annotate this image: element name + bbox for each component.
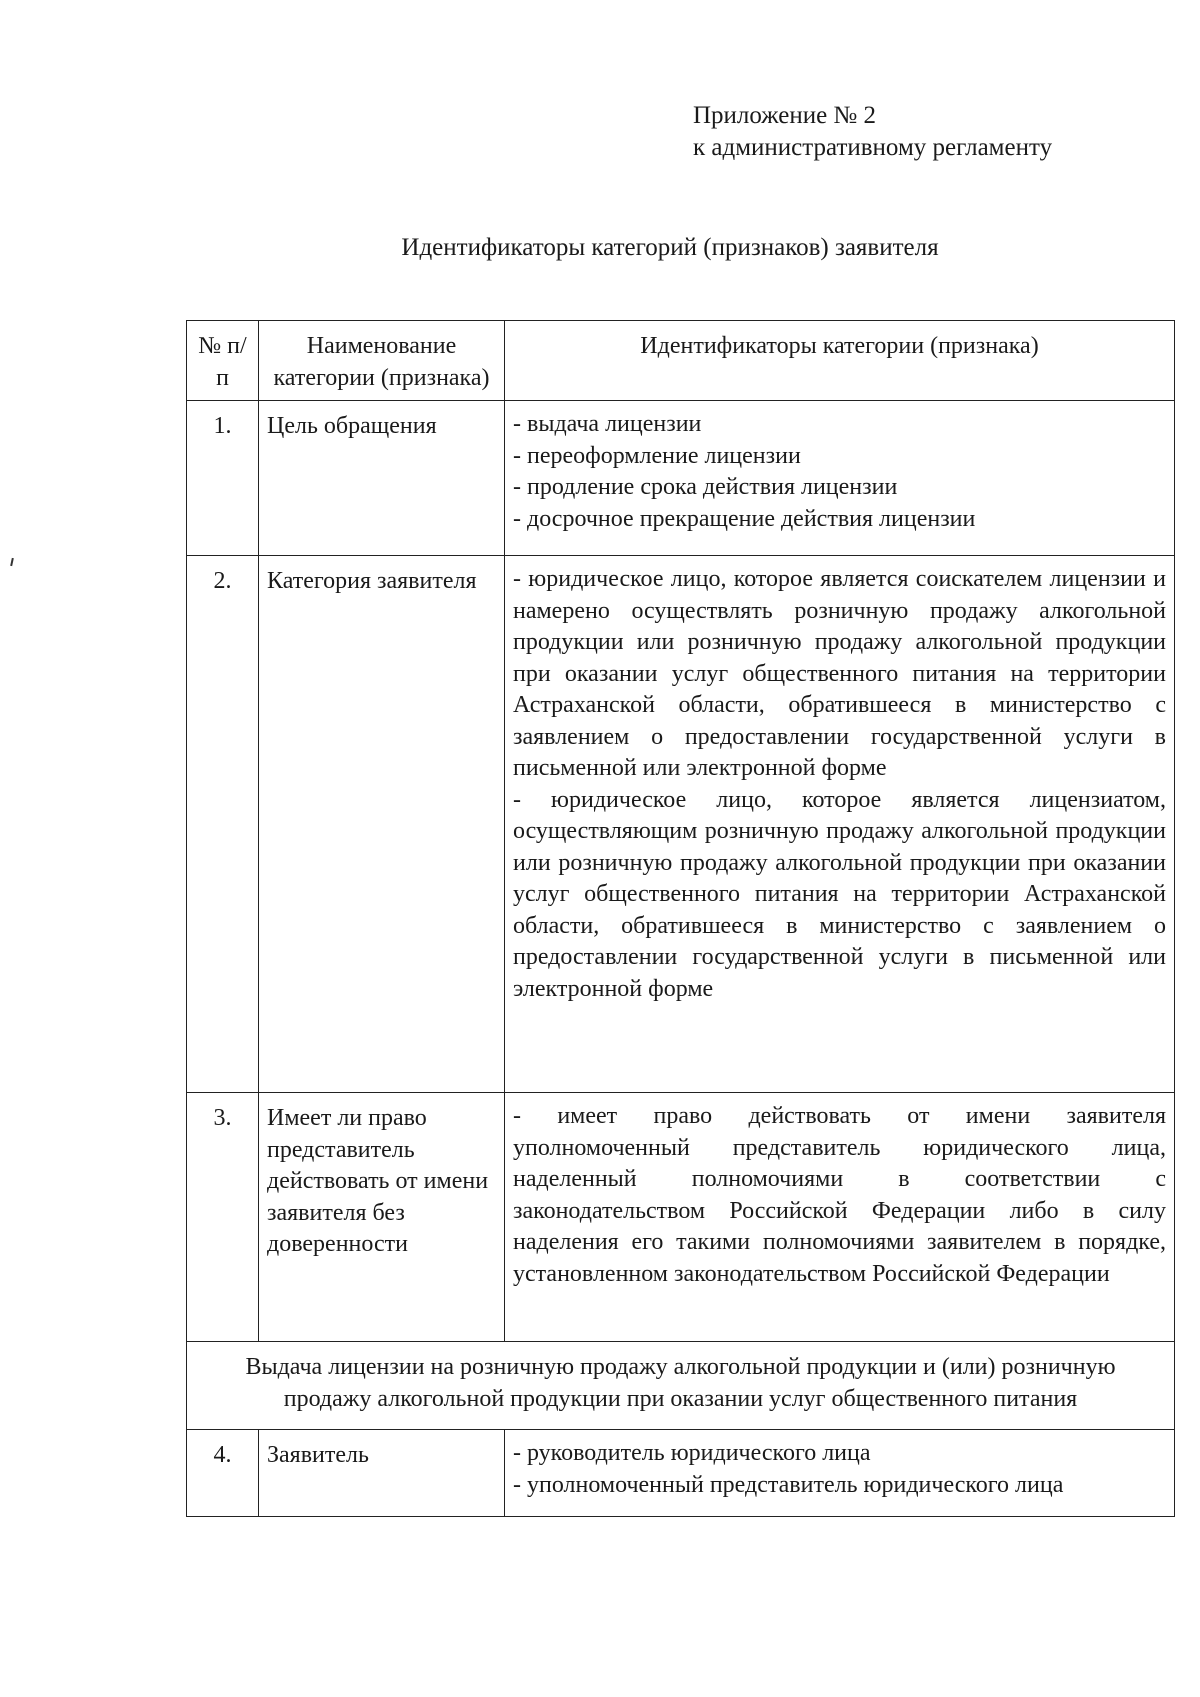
category-identifiers [505,1430,1175,1517]
table-row [187,1093,1175,1342]
column-header-number: № п/п [187,321,259,401]
row-number: 4. [187,1430,259,1517]
table-row [187,556,1175,1093]
category-identifiers [505,401,1175,556]
category-identifiers [505,1093,1175,1342]
appendix-line-1: Приложение № 2 [693,102,877,129]
table-header-row [187,321,1175,401]
scan-mark [10,558,14,566]
identifier-item: - юридическое лицо, которое является соискателем лицензии и намерено осуществлять розничную продажу алкогольной продукции или розничную продажу алкогольной продукции при оказании услуг общественного питания на территории Астраханской области, обратившееся в министерство с заявлением о предоставлении государственной услуги в письменной или электронной форме [513,566,1166,781]
appendix-reference [693,100,1052,164]
identifier-item: - продление срока действия лицензии [513,474,898,500]
category-name: Категория заявителя [259,556,505,1093]
document-title: Идентификаторы категорий (признаков) заявителя [401,234,939,261]
identifier-item: - переоформление лицензии [513,442,801,469]
table-row [187,401,1175,556]
category-name: Цель обращения [259,401,505,556]
identifier-item: - уполномоченный представитель юридического лица [513,1471,1064,1498]
table-row [187,1430,1175,1517]
identifier-item: - досрочное прекращение действия лицензии [513,505,976,532]
column-header-name: Наименование категории (признака) [259,321,505,401]
category-name: Имеет ли право представитель действовать от имени заявителя без доверенности [259,1093,505,1342]
category-identifiers [505,556,1175,1093]
identifier-item: - руководитель юридического лица [513,1440,871,1466]
identifiers-table [186,320,1175,1517]
column-header-identifiers: Идентификаторы категории (признака) [505,321,1175,401]
row-number: 1. [187,401,259,556]
identifier-item: - имеет право действовать от имени заявителя уполномоченный представитель юридического лица, наделенный полномочиями в соответствии с законодательством Российской Федерации либо в силу наделения его такими полномочиями заявителем в порядке, установленном законодательством Российской Федерации [513,1103,1166,1287]
identifier-item: - юридическое лицо, которое является лицензиатом, осуществляющим розничную продажу алкогольной продукции или розничную продажу алкогольной продукции при оказании услуг общественного питания на территории Астраханской области, обратившееся в министерство с заявлением о предоставлении государственной услуги в письменной или электронной форме [513,786,1166,1002]
category-name: Заявитель [259,1430,505,1517]
appendix-line-2: к административному регламенту [693,134,1053,161]
section-heading: Выдача лицензии на розничную продажу алкогольной продукции и (или) розничную продажу алкогольной продукции при оказании услуг общественного питания [187,1342,1175,1430]
row-number: 3. [187,1093,259,1342]
identifier-item: - выдача лицензии [513,411,702,437]
section-heading-row [187,1342,1175,1430]
row-number: 2. [187,556,259,1093]
